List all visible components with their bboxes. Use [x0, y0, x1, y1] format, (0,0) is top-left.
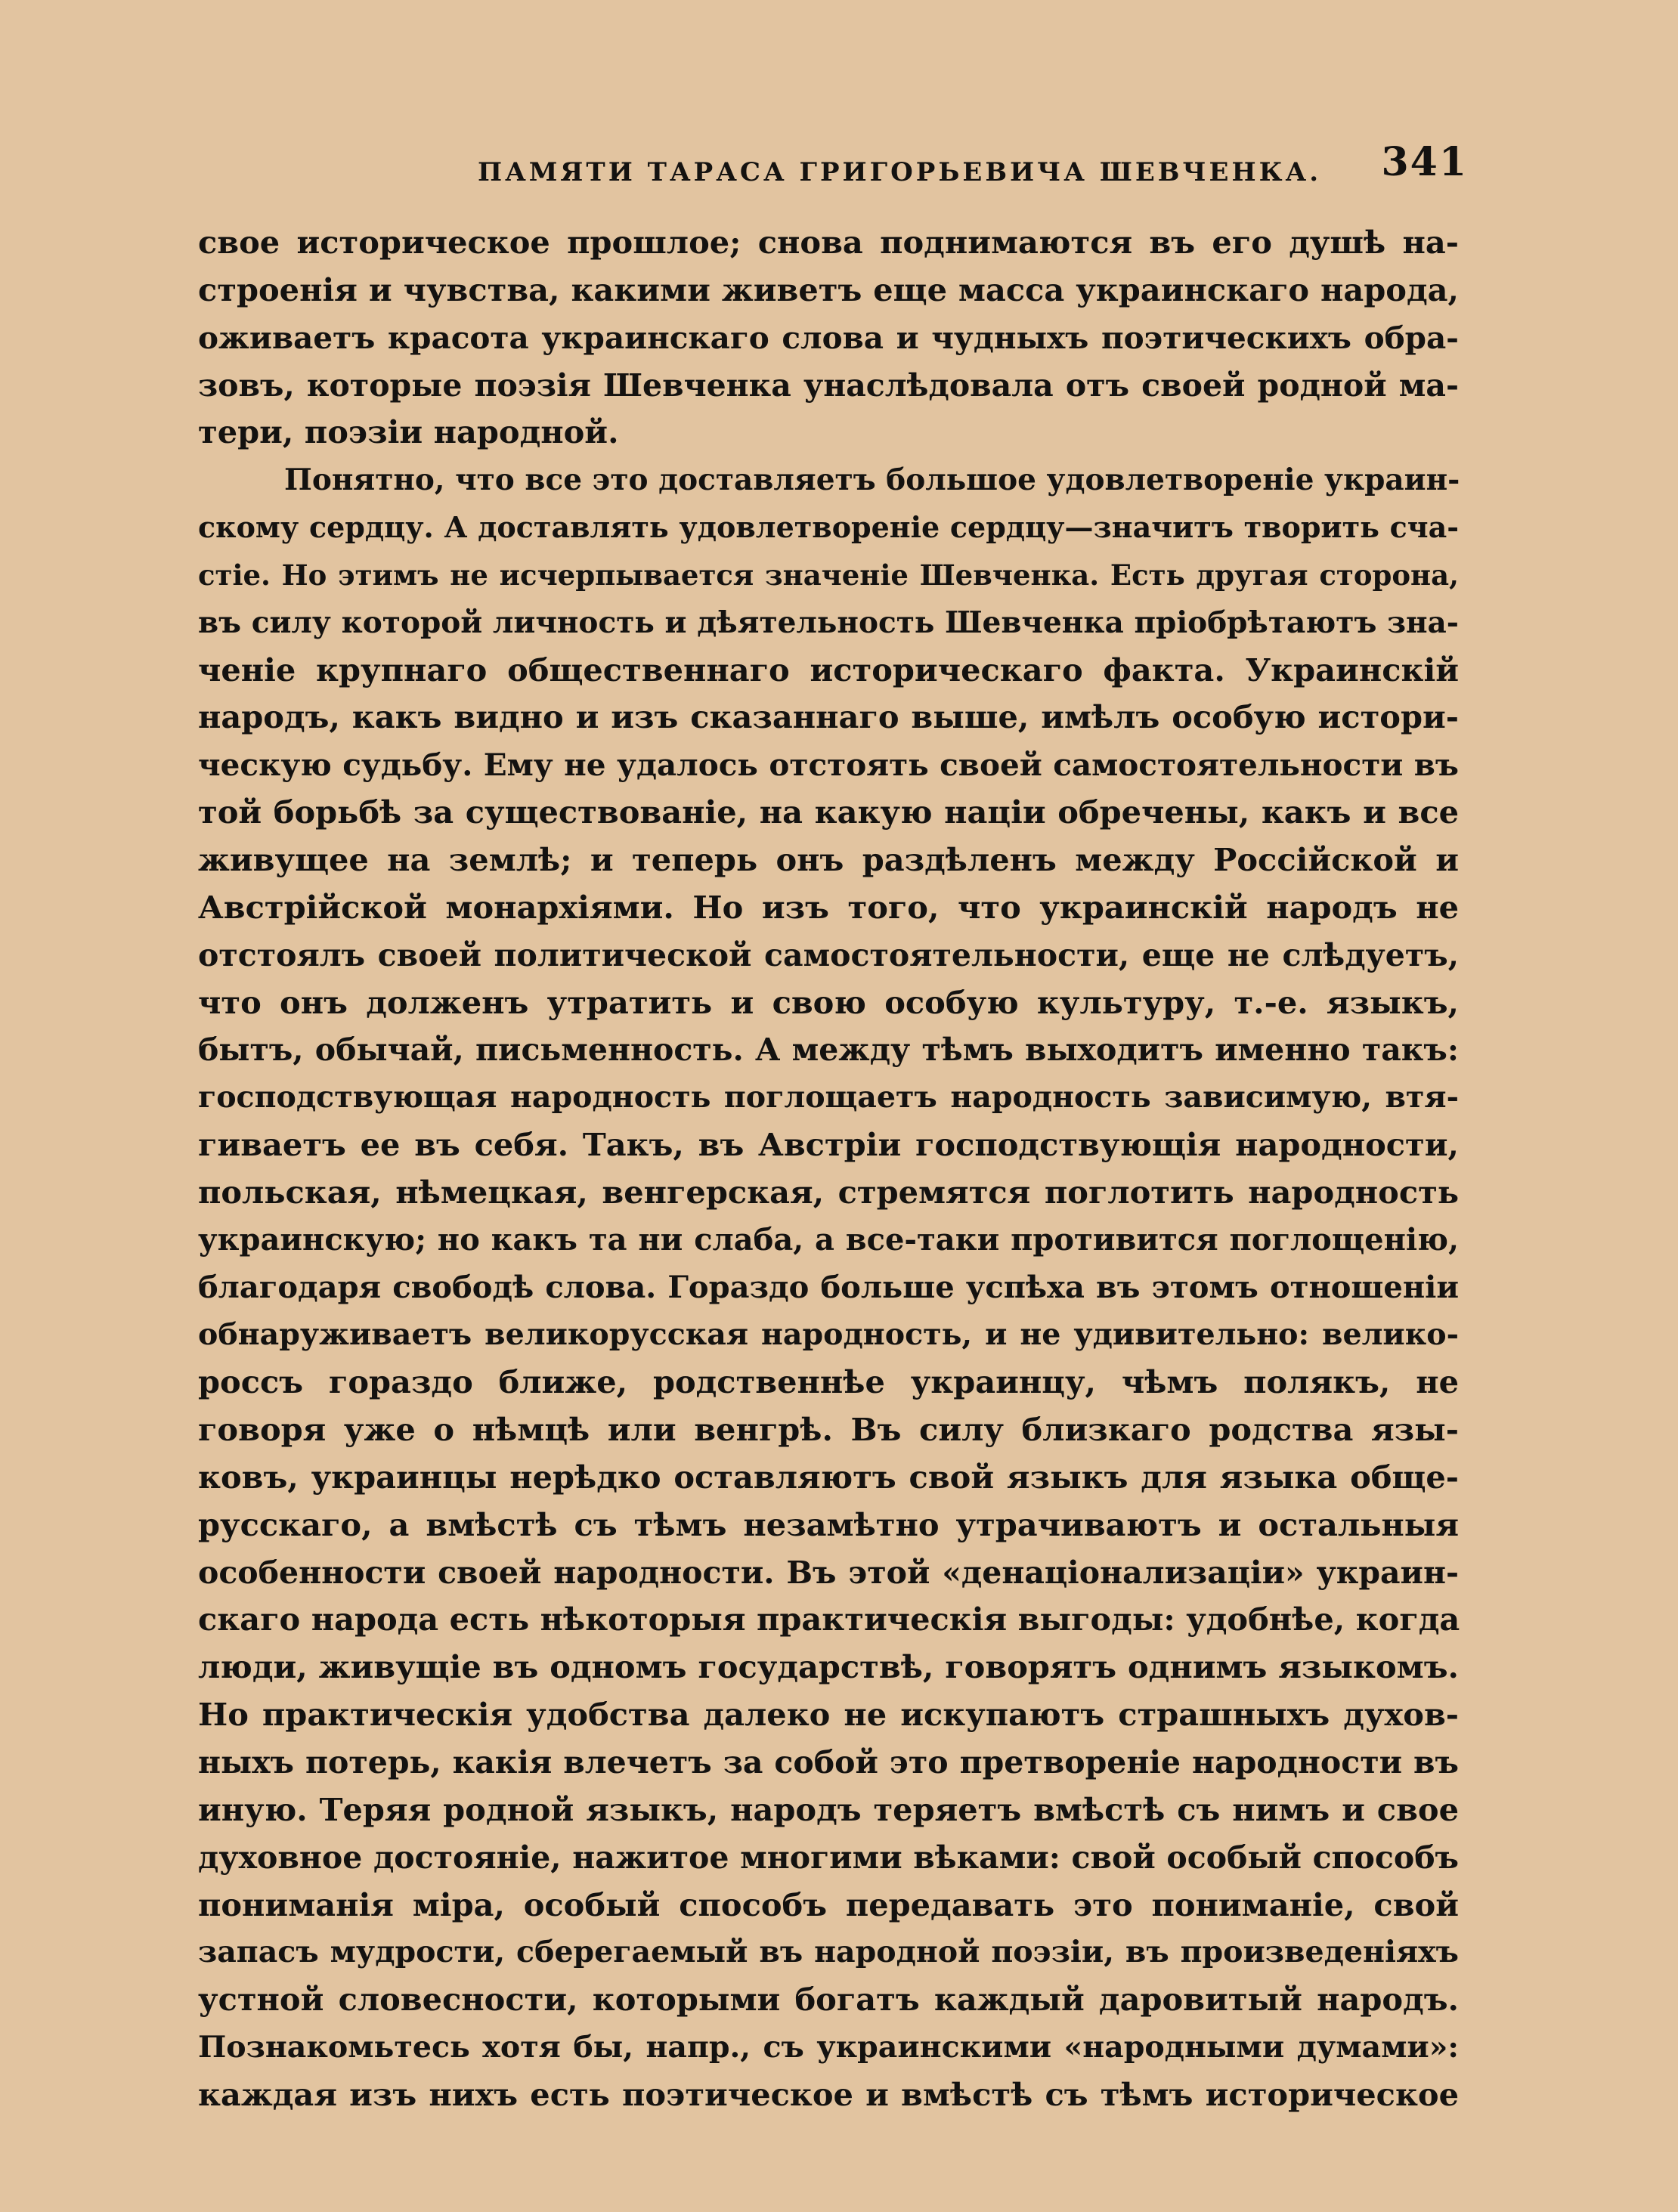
text-line: обнаруживаетъ великорусская народность, и не удивительно: велико- — [198, 1317, 1459, 1353]
text-line: говоря уже о нѣмцѣ или венгрѣ. Въ силу близкаго родства язы- — [198, 1411, 1459, 1449]
text-line: ковъ, украинцы нерѣдко оставляютъ свой языкъ для языка обще- — [198, 1458, 1459, 1496]
text-line: свое историческое прошлое; снова поднимаются въ его душѣ на- — [198, 224, 1459, 261]
text-line: ныхъ потерь, какія влечетъ за собой это претвореніе народности въ — [198, 1744, 1459, 1780]
text-line: россъ гораздо ближе, родственнѣе украинцу, чѣмъ полякъ, не — [198, 1363, 1459, 1401]
text-line: духовное достояніе, нажитое многими вѣками: свой особый способъ — [198, 1839, 1459, 1876]
text-line: гиваетъ ее въ себя. Такъ, въ Австріи господствующія народности, — [198, 1126, 1459, 1164]
text-line: запасъ мудрости, сберегаемый въ народной поэзіи, въ произведеніяхъ — [198, 1935, 1459, 1970]
text-line: господствующая народность поглощаетъ народность зависимую, втя- — [198, 1080, 1459, 1115]
text-line: скаго народа есть нѣкоторыя практическія выгоды: удобнѣе, когда — [198, 1601, 1460, 1638]
text-line: зовъ, которые поэзія Шевченка унаслѣдовала отъ своей родной ма- — [198, 367, 1459, 404]
text-line: оживаетъ красота украинскаго слова и чудныхъ поэтическихъ обра- — [198, 319, 1459, 356]
paragraph-start-line: Понятно, что все это доставляетъ большое удовлетвореніе украин- — [284, 463, 1460, 498]
text-line: отстоялъ своей политической самостоятельности, еще не слѣдуетъ, — [198, 936, 1459, 973]
running-title: ПАМЯТИ ТАРАСА ГРИГОРЬЕВИЧА ШЕВЧЕНКА. — [478, 157, 1322, 187]
paragraph-end-line: тери, поэзіи народной. — [198, 413, 619, 451]
text-line: народъ, какъ видно и изъ сказаннаго выше, имѣлъ особую истори- — [198, 698, 1459, 736]
text-line: украинскую; но какъ та ни слаба, а все-таки противится поглощенію, — [198, 1221, 1459, 1258]
text-line: строенія и чувства, какими живетъ еще масса украинскаго народа, — [198, 271, 1459, 308]
text-line: польская, нѣмецкая, венгерская, стремятся поглотить народность — [198, 1173, 1459, 1211]
text-line: Но практическія удобства далеко не искупаютъ страшныхъ духов- — [198, 1696, 1459, 1734]
text-line: скому сердцу. А доставлять удовлетвореніе сердцу—значитъ творить сча- — [198, 510, 1459, 545]
text-line: Австрійской монархіями. Но изъ того, что украинскій народъ не — [198, 888, 1459, 926]
text-line: ченіе крупнаго общественнаго историческаго факта. Украинскій — [198, 651, 1459, 688]
text-line: русскаго, а вмѣстѣ съ тѣмъ незамѣтно утрачиваютъ и остальныя — [198, 1505, 1459, 1543]
text-line: той борьбѣ за существованіе, на какую націи обречены, какъ и все — [198, 794, 1459, 831]
text-line: живущее на землѣ; и теперь онъ раздѣленъ между Россійской и — [198, 840, 1459, 878]
text-line: Познакомьтесь хотя бы, напр., съ украинскими «народными думами»: — [198, 2030, 1459, 2065]
page-number: 341 — [1381, 139, 1468, 185]
text-line: каждая изъ нихъ есть поэтическое и вмѣстѣ съ тѣмъ историческое — [198, 2075, 1459, 2113]
text-line: пониманія міра, особый способъ передавать это пониманіе, свой — [198, 1886, 1459, 1923]
text-line: въ силу которой личность и дѣятельность Шевченка пріобрѣтаютъ зна- — [198, 605, 1459, 640]
text-line: люди, живущіе въ одномъ государствѣ, говорятъ однимъ языкомъ. — [198, 1648, 1459, 1686]
text-line: стіе. Но этимъ не исчерпывается значеніе Шевченка. Есть другая сторона, — [198, 558, 1459, 592]
body-text — [198, 219, 1459, 2119]
text-line: особенности своей народности. Въ этой «денаціонализаціи» украин- — [198, 1554, 1459, 1591]
text-line: благодаря свободѣ слова. Гораздо больше успѣха въ этомъ отношеніи — [198, 1269, 1459, 1305]
text-line: ческую судьбу. Ему не удалось отстоять своей самостоятельности въ — [198, 747, 1459, 784]
text-line: устной словесности, которыми богатъ каждый даровитый народъ. — [198, 1981, 1459, 2019]
text-line: что онъ долженъ утратить и свою особую культуру, т.-е. языкъ, — [198, 983, 1459, 1021]
text-line: бытъ, обычай, письменность. А между тѣмъ выходитъ именно такъ: — [198, 1032, 1459, 1069]
text-line: иную. Теряя родной языкъ, народъ теряетъ вмѣстѣ съ нимъ и свое — [198, 1790, 1459, 1828]
